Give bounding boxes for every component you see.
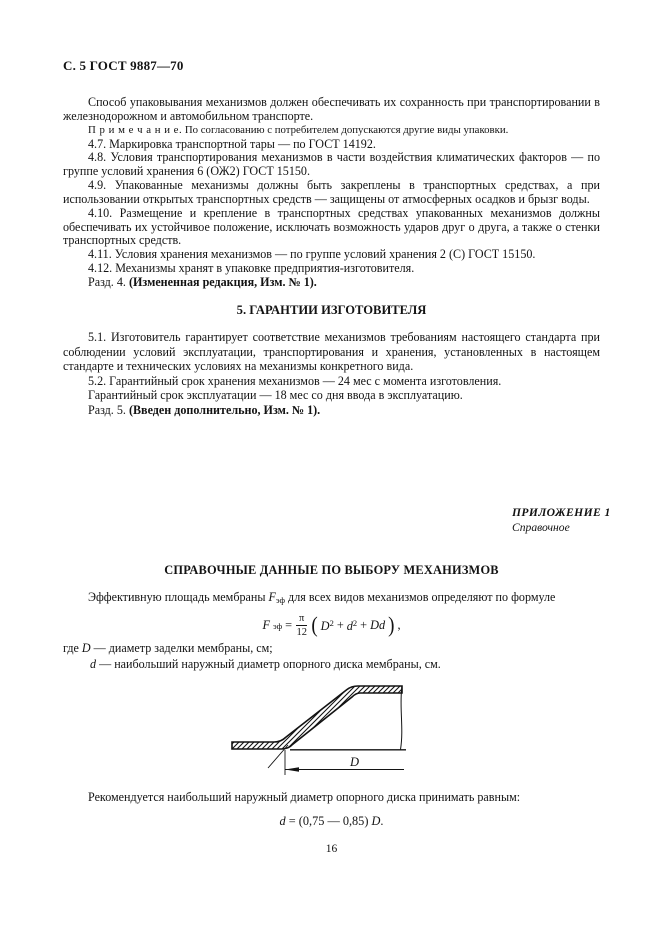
term-Dd: Dd [370,618,386,633]
fraction-numerator: π [296,613,307,626]
close-paren: ) [388,613,395,638]
clause-4-7: 4.7. Маркировка транспортной тары — по ГОСТ 14192. [88,136,376,151]
fraction [296,613,307,638]
exponent: 2 [329,617,334,628]
clause-4-8: 4.8. Условия транспортирования механизмов в части воздействия климатических факторов — по группе условий хранения 6 (ОЖ2) ГОСТ 15150. [63,150,600,179]
where-word: где [63,641,82,655]
formula-lhs-subscript: эф [272,620,283,631]
section-5-heading: 5. ГАРАНТИИ ИЗГОТОВИТЕЛЯ [236,303,427,317]
appendix-label-type: Справочное [512,520,570,534]
plus-sign: + [336,618,344,633]
document-header: С. 5 ГОСТ 9887—70 [63,58,184,73]
clause-4-note [63,124,600,138]
equals-sign: = [285,618,293,633]
plus-sign: + [360,618,368,633]
note-label: П р и м е ч а н и е. [88,123,183,136]
variable-F: F [268,590,276,604]
clause-4-12: 4.12. Механизмы хранят в упаковке предприятия-изготовителя. [88,261,415,276]
term-d-squared [347,618,357,634]
legend-line-d [63,657,600,673]
clause-5-2-cont: Гарантийный срок эксплуатации — 18 мес со дня ввода в эксплуатацию. [88,388,463,403]
comma: , [397,618,401,633]
variable-d: d [90,656,97,671]
section-4-revision-note [63,276,600,290]
appendix-intro-line [63,590,600,605]
formula-legend [63,641,600,672]
revision-prefix: Разд. 5. [88,402,129,417]
appendix-label-title: ПРИЛОЖЕНИЕ 1 [512,506,611,519]
membrane-profile [232,686,402,749]
clause-4-intro: Способ упаковывания механизмов должен обеспечивать их сохранность при транспортировании в железнодорожном и автомобильном транспорте. [63,95,600,123]
clause-5-2: 5.2. Гарантийный срок хранения механизмов — 24 мес с момента изготовления. [88,373,502,388]
section-5-body [63,330,600,418]
revision-prefix: Разд. 4. [88,274,129,289]
section-4-body [63,96,600,290]
clause-5-1: 5.1. Изготовитель гарантирует соответствие механизмов требованиям настоящего стандарта при соблюдении условий эксплуатации, транспортирования и хранения, установленных в настоящем стандарте и технических условиях на механизмы конкретного вида. [63,330,600,374]
formula-lhs: F [262,618,270,633]
break-line [401,686,403,750]
clause-4-11: 4.11. Условия хранения механизмов — по группе условий хранения 2 (С) ГОСТ 15150. [88,247,536,262]
term-D-squared [321,618,334,634]
variable-D: D [81,641,91,655]
definition-D: — диаметр заделки мембраны, см; [90,641,273,655]
clause-4-9: 4.9. Упакованные механизмы должны быть закреплены в транспортных средствах, а при использовании открытых транспортных средств — защищены от атмосферных осадков и брызг воды. [63,178,600,206]
recommendation-text [63,790,600,805]
revision-bold: (Измененная редакция, Изм. № 1). [128,274,317,289]
membrane-cross-section-figure [228,678,410,783]
formula2-body: = (0,75 — 0,85) [285,814,372,828]
dimension-label: D [350,755,360,769]
definition-d: — наибольший наружный диаметр опорного диска мембраны, см. [96,656,441,671]
diameter-formula [63,814,600,829]
fraction-denominator: 12 [296,627,307,639]
appendix-heading: СПРАВОЧНЫЕ ДАННЫЕ ПО ВЫБОРУ МЕХАНИЗМОВ [164,563,499,577]
page-number: 16 [325,843,338,855]
revision-bold: (Введен дополнительно, Изм. № 1). [128,402,321,417]
recommendation-line: Рекомендуется наибольший наружный диаметр опорного диска принимать равным: [88,790,521,804]
note-text: По согласованию с потребителем допускаются другие виды упаковки. [182,123,509,136]
variable-d: d [346,618,353,633]
membrane-drawing-svg [228,678,410,778]
effective-area-formula [63,613,600,638]
appendix-intro [63,590,600,605]
dimension-arrowhead [285,767,299,772]
variable-F-subscript: эф [275,595,286,605]
period: . [380,814,384,828]
open-paren: ( [311,613,318,638]
variable-d: d [279,814,286,828]
intro-pre: Эффективную площадь мембраны [88,590,269,604]
clause-4-10: 4.10. Размещение и крепление в транспортных средствах упакованных механизмов должны обеспечивать их устойчивое положение, исключать возможность ударов друг о друга, а также о стенки транспортных средств. [63,205,600,248]
appendix-label [512,506,611,535]
variable-D: D [320,618,330,633]
section-5-revision-note [63,403,600,418]
intro-post: для всех видов механизмов определяют по формуле [285,590,556,604]
legend-line-D [63,641,600,657]
variable-D: D [371,814,381,828]
exponent: 2 [352,617,358,628]
